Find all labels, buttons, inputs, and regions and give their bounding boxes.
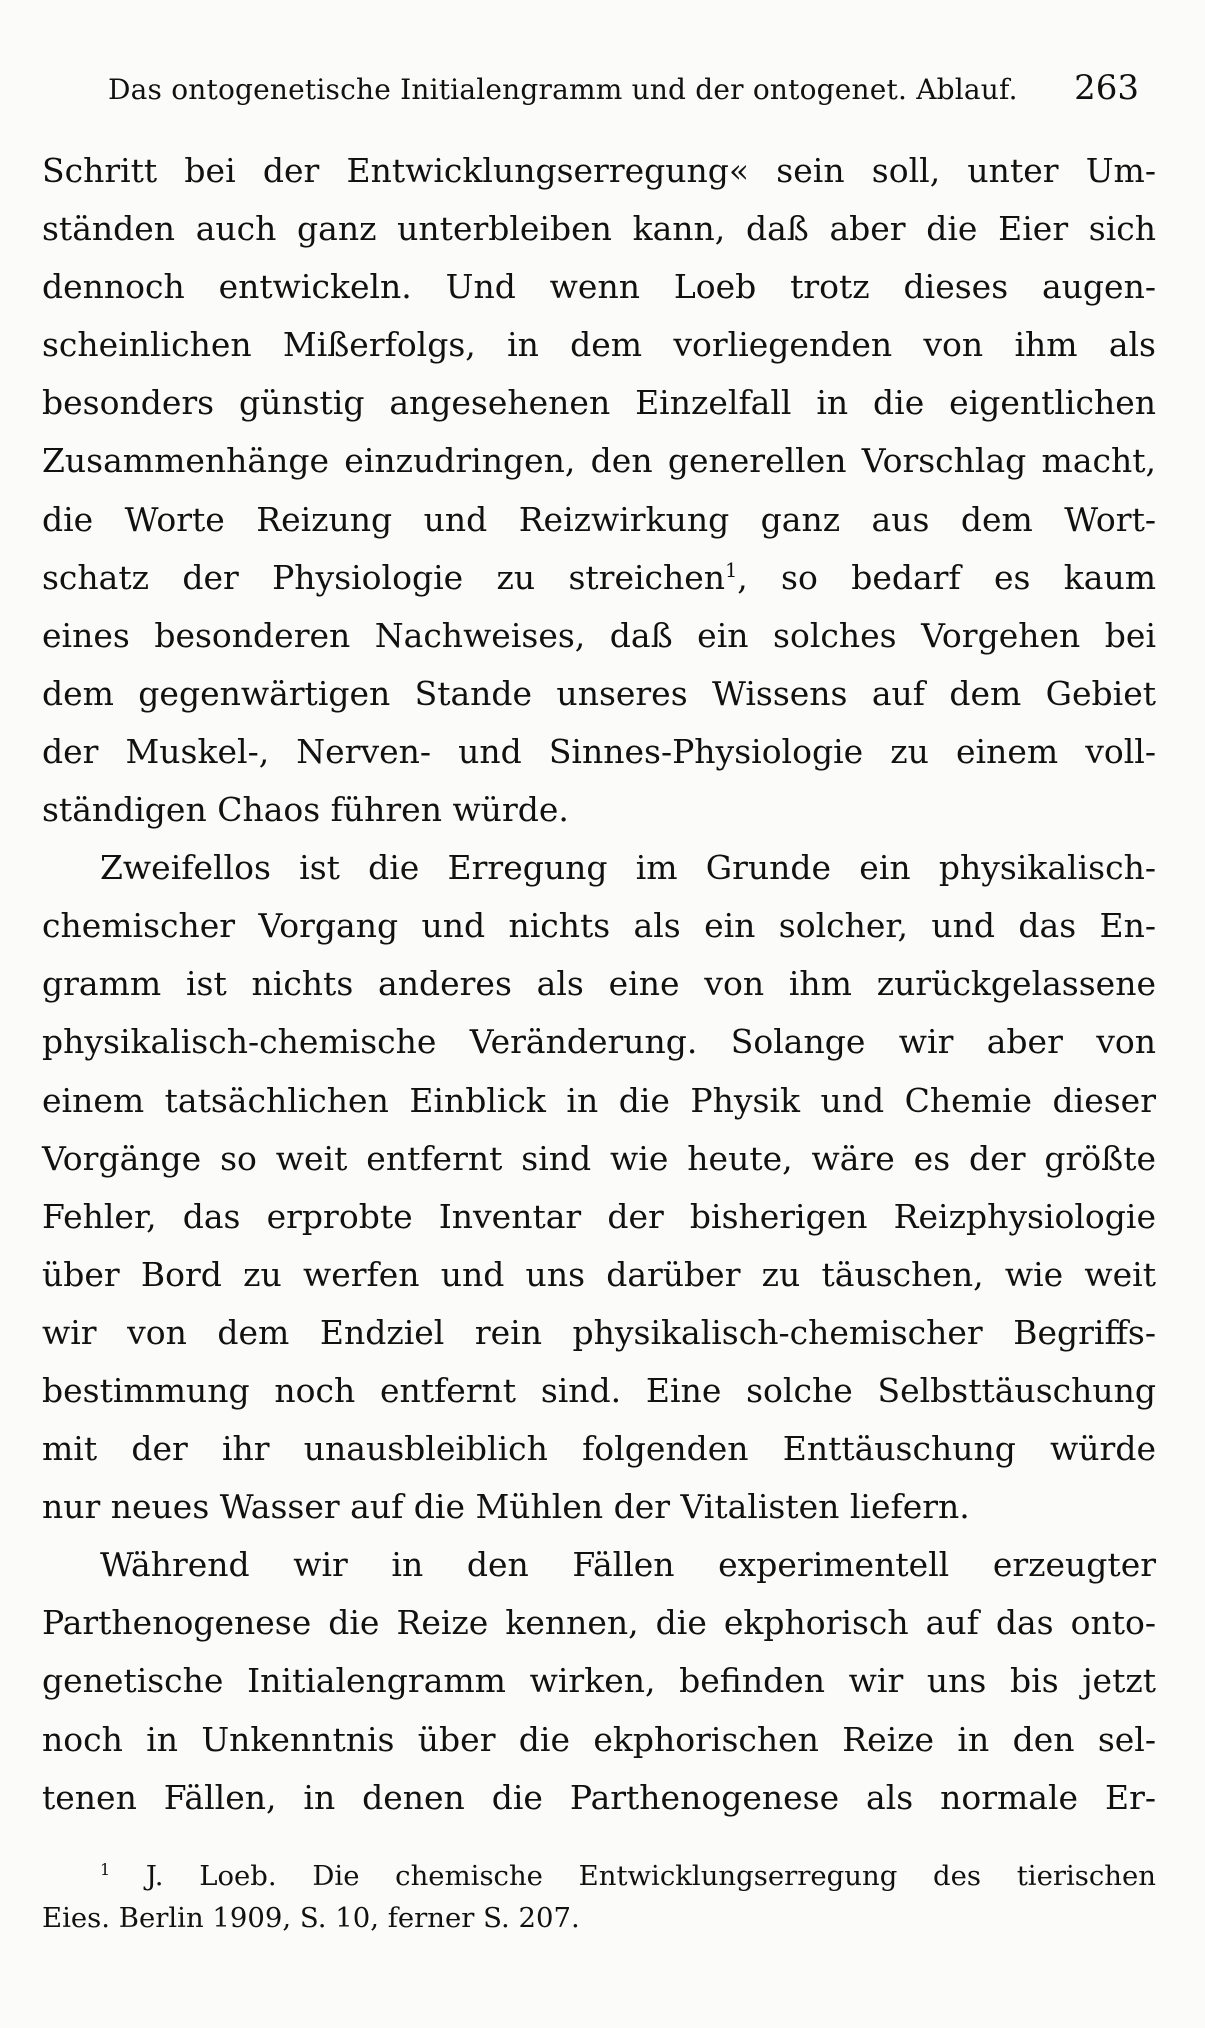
text-line: noch in Unkenntnis über die ekphorischen Reize in den sel-	[42, 1719, 1156, 1759]
text-line: die Worte Reizung und Reizwirkung ganz aus dem Wort-	[42, 499, 1156, 539]
text-line: Vorgänge so weit entfernt sind wie heute, wäre es der größte	[42, 1138, 1156, 1178]
page-number: 263	[1074, 68, 1139, 108]
text-line: besonders günstig angesehenen Einzelfall in die eigentlichen	[42, 383, 1156, 423]
text-line: chemischer Vorgang und nichts als ein solcher, und das En-	[42, 906, 1156, 946]
footnote-text: J. Loeb. Die chemische Entwicklungserregung des tierischen	[110, 1860, 1156, 1892]
text-line: gramm ist nichts anderes als eine von ihm zurückgelassene	[42, 964, 1156, 1004]
paragraph-end-line: nur neues Wasser auf die Mühlen der Vitalisten liefern.	[42, 1487, 970, 1527]
text-line: mit der ihr unausbleiblich folgenden Enttäuschung würde	[42, 1429, 1156, 1469]
text-line: Fehler, das erprobte Inventar der bisherigen Reizphysiologie	[42, 1196, 1156, 1236]
text-line: einem tatsächlichen Einblick in die Physik und Chemie dieser	[42, 1080, 1156, 1120]
text-line-with-footnote-ref	[42, 549, 1156, 607]
text-line: Zusammenhänge einzudringen, den generellen Vorschlag macht,	[42, 441, 1156, 481]
text-line: ständen auch ganz unterbleiben kann, daß aber die Eier sich	[42, 209, 1156, 249]
text-line: wir von dem Endziel rein physikalisch-chemischer Begriffs-	[42, 1312, 1156, 1352]
footnote-reference: 1	[725, 558, 738, 582]
page-header	[108, 68, 1147, 118]
footnote-line	[42, 1855, 1156, 1897]
text-line: tenen Fällen, in denen die Parthenogenese als normale Er-	[42, 1777, 1156, 1817]
text-line: über Bord zu werfen und uns darüber zu täuschen, wie weit	[42, 1254, 1156, 1294]
text-line: Schritt bei der Entwicklungserregung« sein soll, unter Um-	[42, 151, 1156, 190]
text-line: dennoch entwickeln. Und wenn Loeb trotz dieses augen-	[42, 267, 1156, 307]
paragraph-first-line: Während wir in den Fällen experimentell erzeugter	[100, 1545, 1156, 1585]
text-segment: schatz der Physiologie zu streichen	[42, 557, 726, 597]
running-title: Das ontogenetische Initialengramm und der ontogenet. Ablauf.	[108, 73, 1018, 106]
paragraph-end-line: ständigen Chaos führen würde.	[42, 790, 569, 830]
paragraph-first-line: Zweifellos ist die Erregung im Grunde ein physikalisch-	[100, 848, 1156, 888]
text-line: Parthenogenese die Reize kennen, die ekphorisch auf das onto-	[42, 1603, 1156, 1643]
text-line: dem gegenwärtigen Stande unseres Wissens auf dem Gebiet	[42, 673, 1156, 713]
text-line: genetische Initialengramm wirken, befinden wir uns bis jetzt	[42, 1661, 1156, 1701]
footnote-line: Eies. Berlin 1909, S. 10, ferner S. 207.	[42, 1902, 580, 1934]
footnote	[42, 1855, 1156, 1939]
text-line: der Muskel-, Nerven- und Sinnes-Physiologie zu einem voll-	[42, 731, 1156, 771]
text-line: bestimmung noch entfernt sind. Eine solche Selbsttäuschung	[42, 1370, 1156, 1410]
body-text	[42, 142, 1156, 1827]
text-line: physikalisch-chemische Veränderung. Solange wir aber von	[42, 1022, 1156, 1062]
text-line: eines besonderen Nachweises, daß ein solches Vorgehen bei	[42, 615, 1156, 655]
text-line: scheinlichen Mißerfolgs, in dem vorliegenden von ihm als	[42, 325, 1156, 365]
text-segment: , so bedarf es kaum	[737, 557, 1156, 597]
footnote-marker: 1	[100, 1860, 111, 1880]
